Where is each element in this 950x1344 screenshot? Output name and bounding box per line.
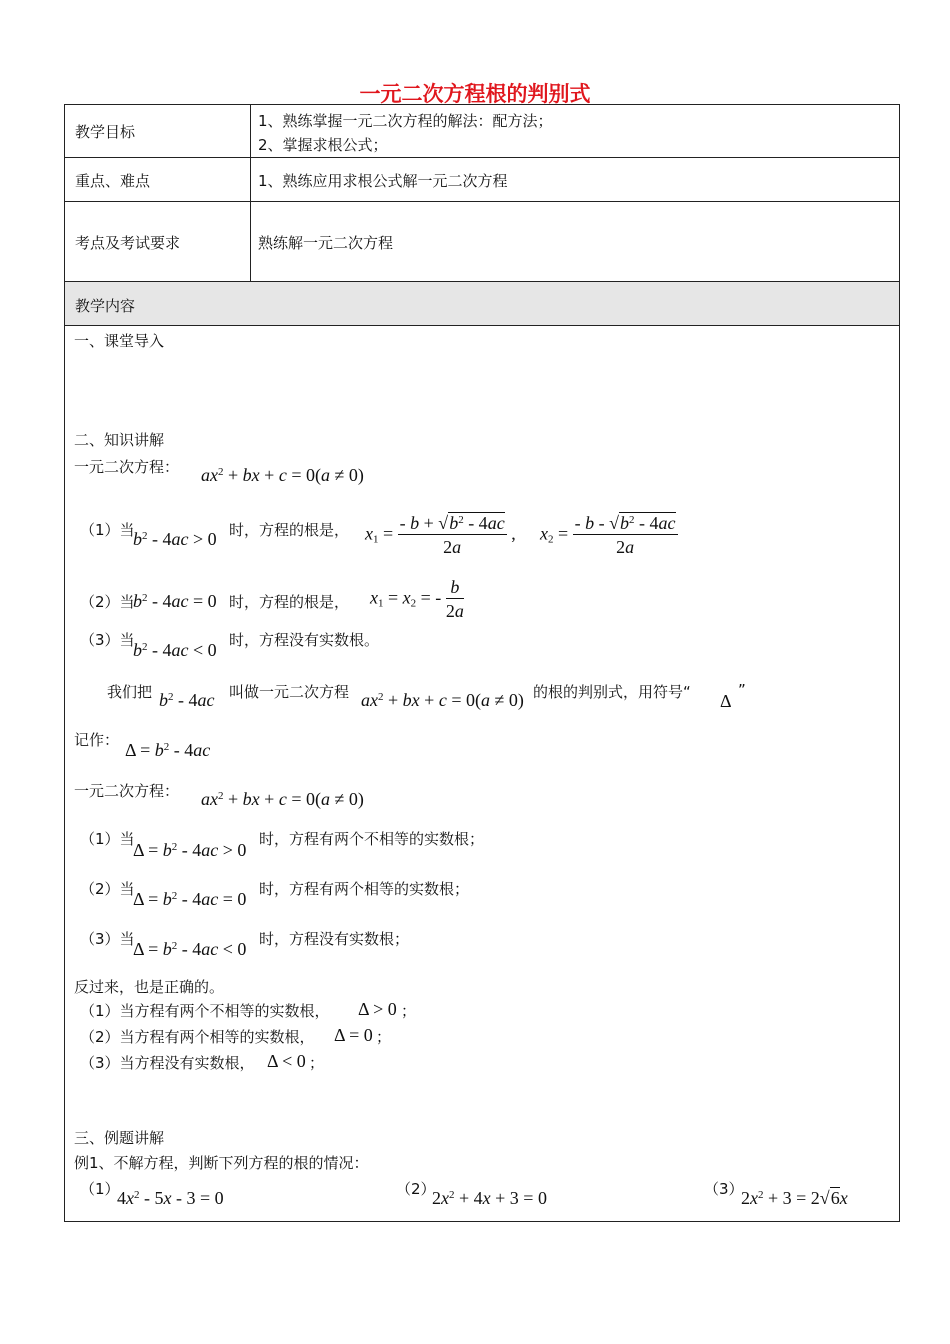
def-d: ” xyxy=(738,681,746,699)
converse-2: （2）当方程有两个相等的实数根， xyxy=(80,1028,315,1046)
quadratic-equation: $ax^2$ + bx + c = 0(a ≠ 0) xyxy=(201,465,364,485)
quadratic-equation-2: $ax^2$ + bx + c = 0(a ≠ 0) xyxy=(201,789,364,809)
case2-mid: 时，方程的根是， xyxy=(229,593,350,611)
ex1-equation: $4x^2 - 5x - 3 = 0$ xyxy=(117,1188,224,1208)
ex3-equation: $2x^2 + 3 = 2√6x$ xyxy=(741,1188,848,1208)
case3-mid: 时，方程没有实数根。 xyxy=(229,631,380,649)
converse-1-math: Δ > 0 xyxy=(358,999,397,1019)
d2-prefix: （2）当 xyxy=(80,880,135,898)
case2-prefix: （2）当 xyxy=(80,593,135,611)
d3-condition: $\Delta = b^2 - 4ac < 0$ xyxy=(133,939,247,959)
example-intro: 例1、不解方程，判断下列方程的根的情况： xyxy=(74,1154,369,1172)
d1-prefix: （1）当 xyxy=(80,830,135,848)
d3-prefix: （3）当 xyxy=(80,930,135,948)
delta-definition: $\Delta = b^2 - 4ac$ xyxy=(125,740,211,760)
ex1-label: （1） xyxy=(80,1180,120,1198)
converse-2-semicolon: ； xyxy=(376,1028,392,1046)
d2-text: 时，方程有两个相等的实数根； xyxy=(259,880,470,898)
def-c: 的根的判别式，用符号“ xyxy=(533,683,691,701)
d1-condition: $\Delta = b^2 - 4ac > 0$ xyxy=(133,840,247,860)
ex2-equation: $2x^2 + 4x + 3 = 0$ xyxy=(432,1188,547,1208)
discriminant-expr: $b^2 - 4ac$ xyxy=(159,690,215,710)
converse-1: （1）当方程有两个不相等的实数根， xyxy=(80,1002,330,1020)
notation-label: 记作： xyxy=(74,731,120,749)
d1-text: 时，方程有两个不相等的实数根； xyxy=(259,830,485,848)
case2-condition: $b^2 - 4ac = 0$ xyxy=(133,591,217,611)
converse-line: 反过来，也是正确的。 xyxy=(74,978,225,996)
converse-3: （3）当方程没有实数根， xyxy=(80,1054,255,1072)
ex2-label: （2） xyxy=(396,1180,436,1198)
goal-line-1: 1、熟练掌握一元二次方程的解法：配方法； xyxy=(258,112,553,130)
converse-3-semicolon: ； xyxy=(309,1054,325,1072)
section-knowledge: 二、知识讲解 xyxy=(74,431,165,449)
case1-condition: $b^2 - 4ac > 0$ xyxy=(133,529,217,549)
eq-label: 一元二次方程： xyxy=(74,458,180,476)
ex3-label: （3） xyxy=(704,1180,744,1198)
case1-mid: 时，方程的根是， xyxy=(229,521,350,539)
root-x2-formula: $x_2$ = $\frac{- b - √b^2 - 4ac}{2a}$ xyxy=(540,513,676,557)
row-label-focus: 重点、难点 xyxy=(75,172,151,190)
converse-3-math: Δ < 0 xyxy=(267,1051,306,1071)
root-x1-formula: $x_1$ = $\frac{- b + √b^2 - 4ac}{2a}$ , xyxy=(365,513,516,557)
content-header: 教学内容 xyxy=(75,297,136,315)
content-header-bg xyxy=(65,281,899,325)
section-intro: 一、课堂导入 xyxy=(74,332,165,350)
case3-condition: $b^2 - 4ac < 0$ xyxy=(133,640,217,660)
goal-line-2: 2、掌握求根公式； xyxy=(258,136,388,154)
exam-line-1: 熟练解一元二次方程 xyxy=(258,234,394,252)
focus-line-1: 1、熟练应用求根公式解一元二次方程 xyxy=(258,172,508,190)
section-examples: 三、例题讲解 xyxy=(74,1129,165,1147)
row-label-goals: 教学目标 xyxy=(75,123,136,141)
case3-prefix: （3）当 xyxy=(80,631,135,649)
page-title: 一元二次方程根的判别式 xyxy=(359,82,591,106)
delta-symbol: Δ xyxy=(720,691,732,711)
def-b: 叫做一元二次方程 xyxy=(229,683,350,701)
converse-1-semicolon: ； xyxy=(401,1002,417,1020)
d3-text: 时，方程没有实数根； xyxy=(259,930,410,948)
double-root-formula: $x_1 = x_2$ = - $\frac{b}{2a}$ xyxy=(370,577,464,621)
eq-label-2: 一元二次方程： xyxy=(74,782,180,800)
def-a: 我们把 xyxy=(107,683,153,701)
converse-2-math: Δ = 0 xyxy=(334,1025,373,1045)
row-label-exam: 考点及考试要求 xyxy=(75,234,181,252)
case1-prefix: （1）当 xyxy=(80,521,135,539)
d2-condition: $\Delta = b^2 - 4ac = 0$ xyxy=(133,889,247,909)
def-equation: $ax^2$ + bx + c = 0(a ≠ 0) xyxy=(361,690,524,710)
